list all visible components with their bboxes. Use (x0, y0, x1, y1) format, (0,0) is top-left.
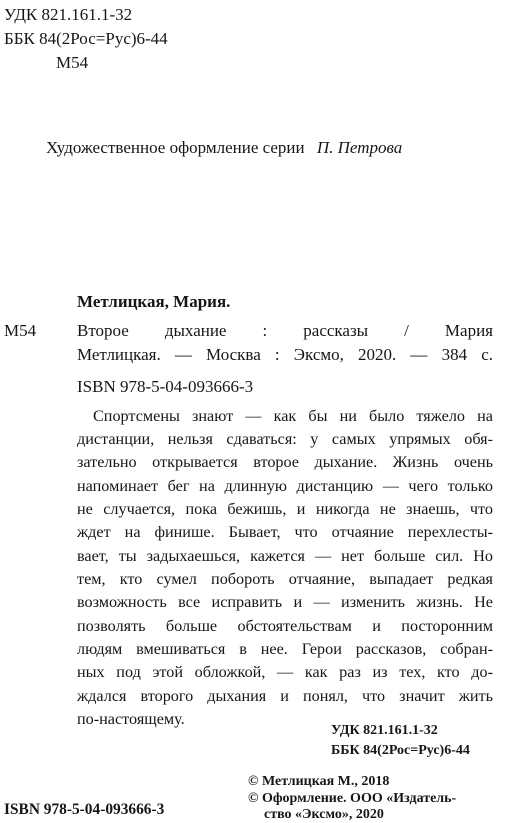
annotation-line: ных под этой обложкой, — как раз из тех, кто до- (77, 663, 493, 681)
bottom-bbk-code: ББК 84(2Рос=Рус)6-44 (331, 743, 470, 758)
annotation-line: Спортсмены знают — как бы ни было тяжело на (93, 407, 493, 425)
annotation-line: по-настоящему. (77, 710, 185, 728)
copyright-publisher: ство «Эксмо», 2020 (264, 807, 384, 822)
annotation-line: вает, ты задыхаешься, кажется — нет больше сил. Но (77, 547, 493, 565)
bbk-code: ББК 84(2Рос=Рус)6-44 (4, 29, 168, 48)
annotation-line: зательно открывается второе дыхание. Жизнь очень (77, 453, 493, 471)
author-mark: М54 (56, 53, 89, 72)
entry-publication-line: Метлицкая. — Москва : Эксмо, 2020. — 384 с. (77, 345, 493, 364)
series-designer-name: П. Петрова (316, 138, 403, 157)
copyright-author: © Метлицкая М., 2018 (248, 774, 390, 789)
annotation-line: не случается, пока бежишь, и никогда не знаешь, что (77, 500, 493, 518)
annotation-line: тем, кто сумел побороть отчаяние, выпадает редкая (77, 570, 493, 588)
annotation-line: напоминает бег на длинную дистанцию — чего только (77, 477, 493, 495)
bottom-udk-code: УДК 821.161.1-32 (331, 723, 438, 738)
annotation-line: позволять больше обстоятельствам и посторонним (77, 617, 493, 635)
udk-code: УДК 821.161.1-32 (4, 5, 133, 24)
series-design-credit (46, 138, 402, 158)
series-design-label: Художественное оформление серии (46, 138, 305, 157)
copyright-design: © Оформление. ООО «Издатель- (248, 791, 457, 806)
entry-author-mark: М54 (4, 321, 37, 340)
author-heading: Метлицкая, Мария. (77, 292, 231, 311)
annotation-line: дистанции, нельзя сдаваться: у самых упрямых обя- (77, 430, 493, 448)
annotation-line: ждался второго дыхания и понял, что значит жить (77, 687, 493, 705)
annotation-line: людям вмешиваться в нее. Герои рассказов, собран- (77, 640, 493, 658)
annotation-line: ждет на финише. Бывает, что отчаяние перехлесты- (77, 523, 493, 541)
annotation-line: возможность все исправить и — изменить жизнь. Не (77, 593, 493, 611)
entry-title-line: Второе дыхание : рассказы / Мария (77, 321, 493, 340)
entry-isbn: ISBN 978-5-04-093666-3 (77, 377, 254, 396)
bottom-isbn: ISBN 978-5-04-093666-3 (4, 801, 165, 818)
